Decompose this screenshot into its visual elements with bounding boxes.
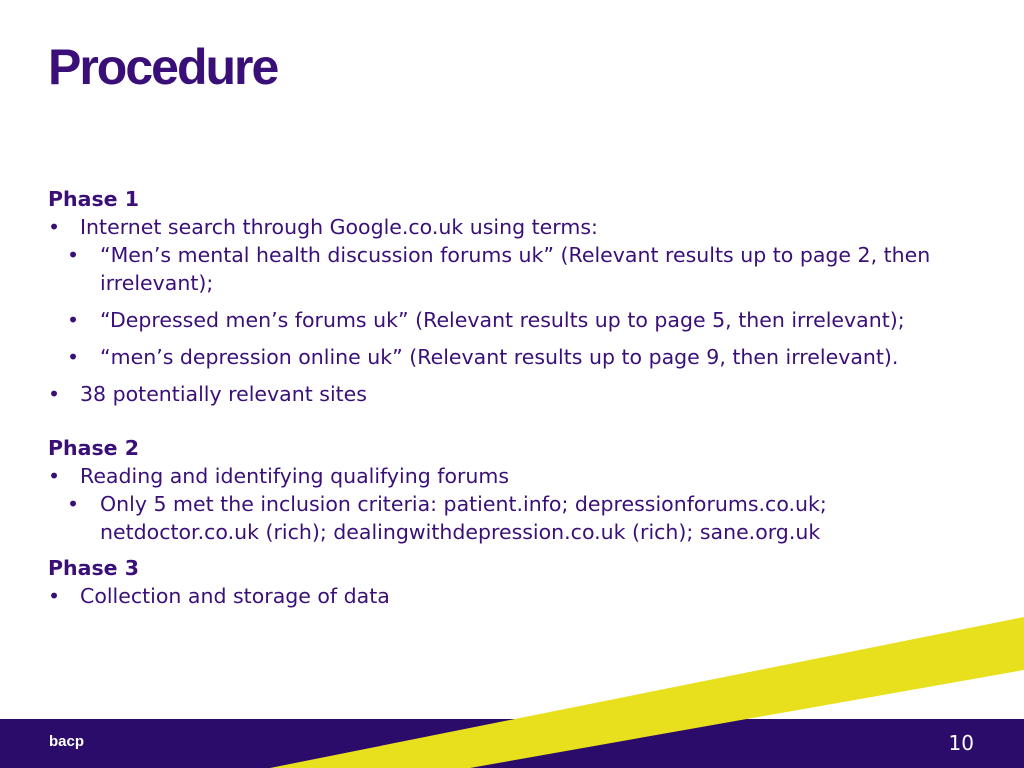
page-number: 10 [948,731,974,755]
sub-list-item: • “Depressed men’s forums uk” (Relevant results up to page 5, then irrelevant); [48,306,968,334]
phase-2-heading: Phase 2 [48,436,139,460]
phase-3-heading: Phase 3 [48,556,139,580]
list-item: • 38 potentially relevant sites [48,380,968,408]
sub-list-item: • “Men’s mental health discussion forums uk” (Relevant results up to page 2, then irrelevant); [48,241,968,297]
list-item: • Internet search through Google.co.uk using terms: [48,213,968,241]
phase-1-heading: Phase 1 [48,187,139,211]
bacp-logo: bacp [49,733,85,750]
list-item: • Collection and storage of data [48,582,968,610]
sub-list-item: • “men’s depression online uk” (Relevant results up to page 9, then irrelevant). [48,343,968,371]
list-item: • Reading and identifying qualifying forums [48,462,968,490]
sub-list-item: • Only 5 met the inclusion criteria: patient.info; depressionforums.co.uk; netdoctor.co.uk (rich); dealingwithdepression.co.uk (rich); sane.org.uk [48,490,968,546]
slide-title: Procedure [48,39,278,95]
